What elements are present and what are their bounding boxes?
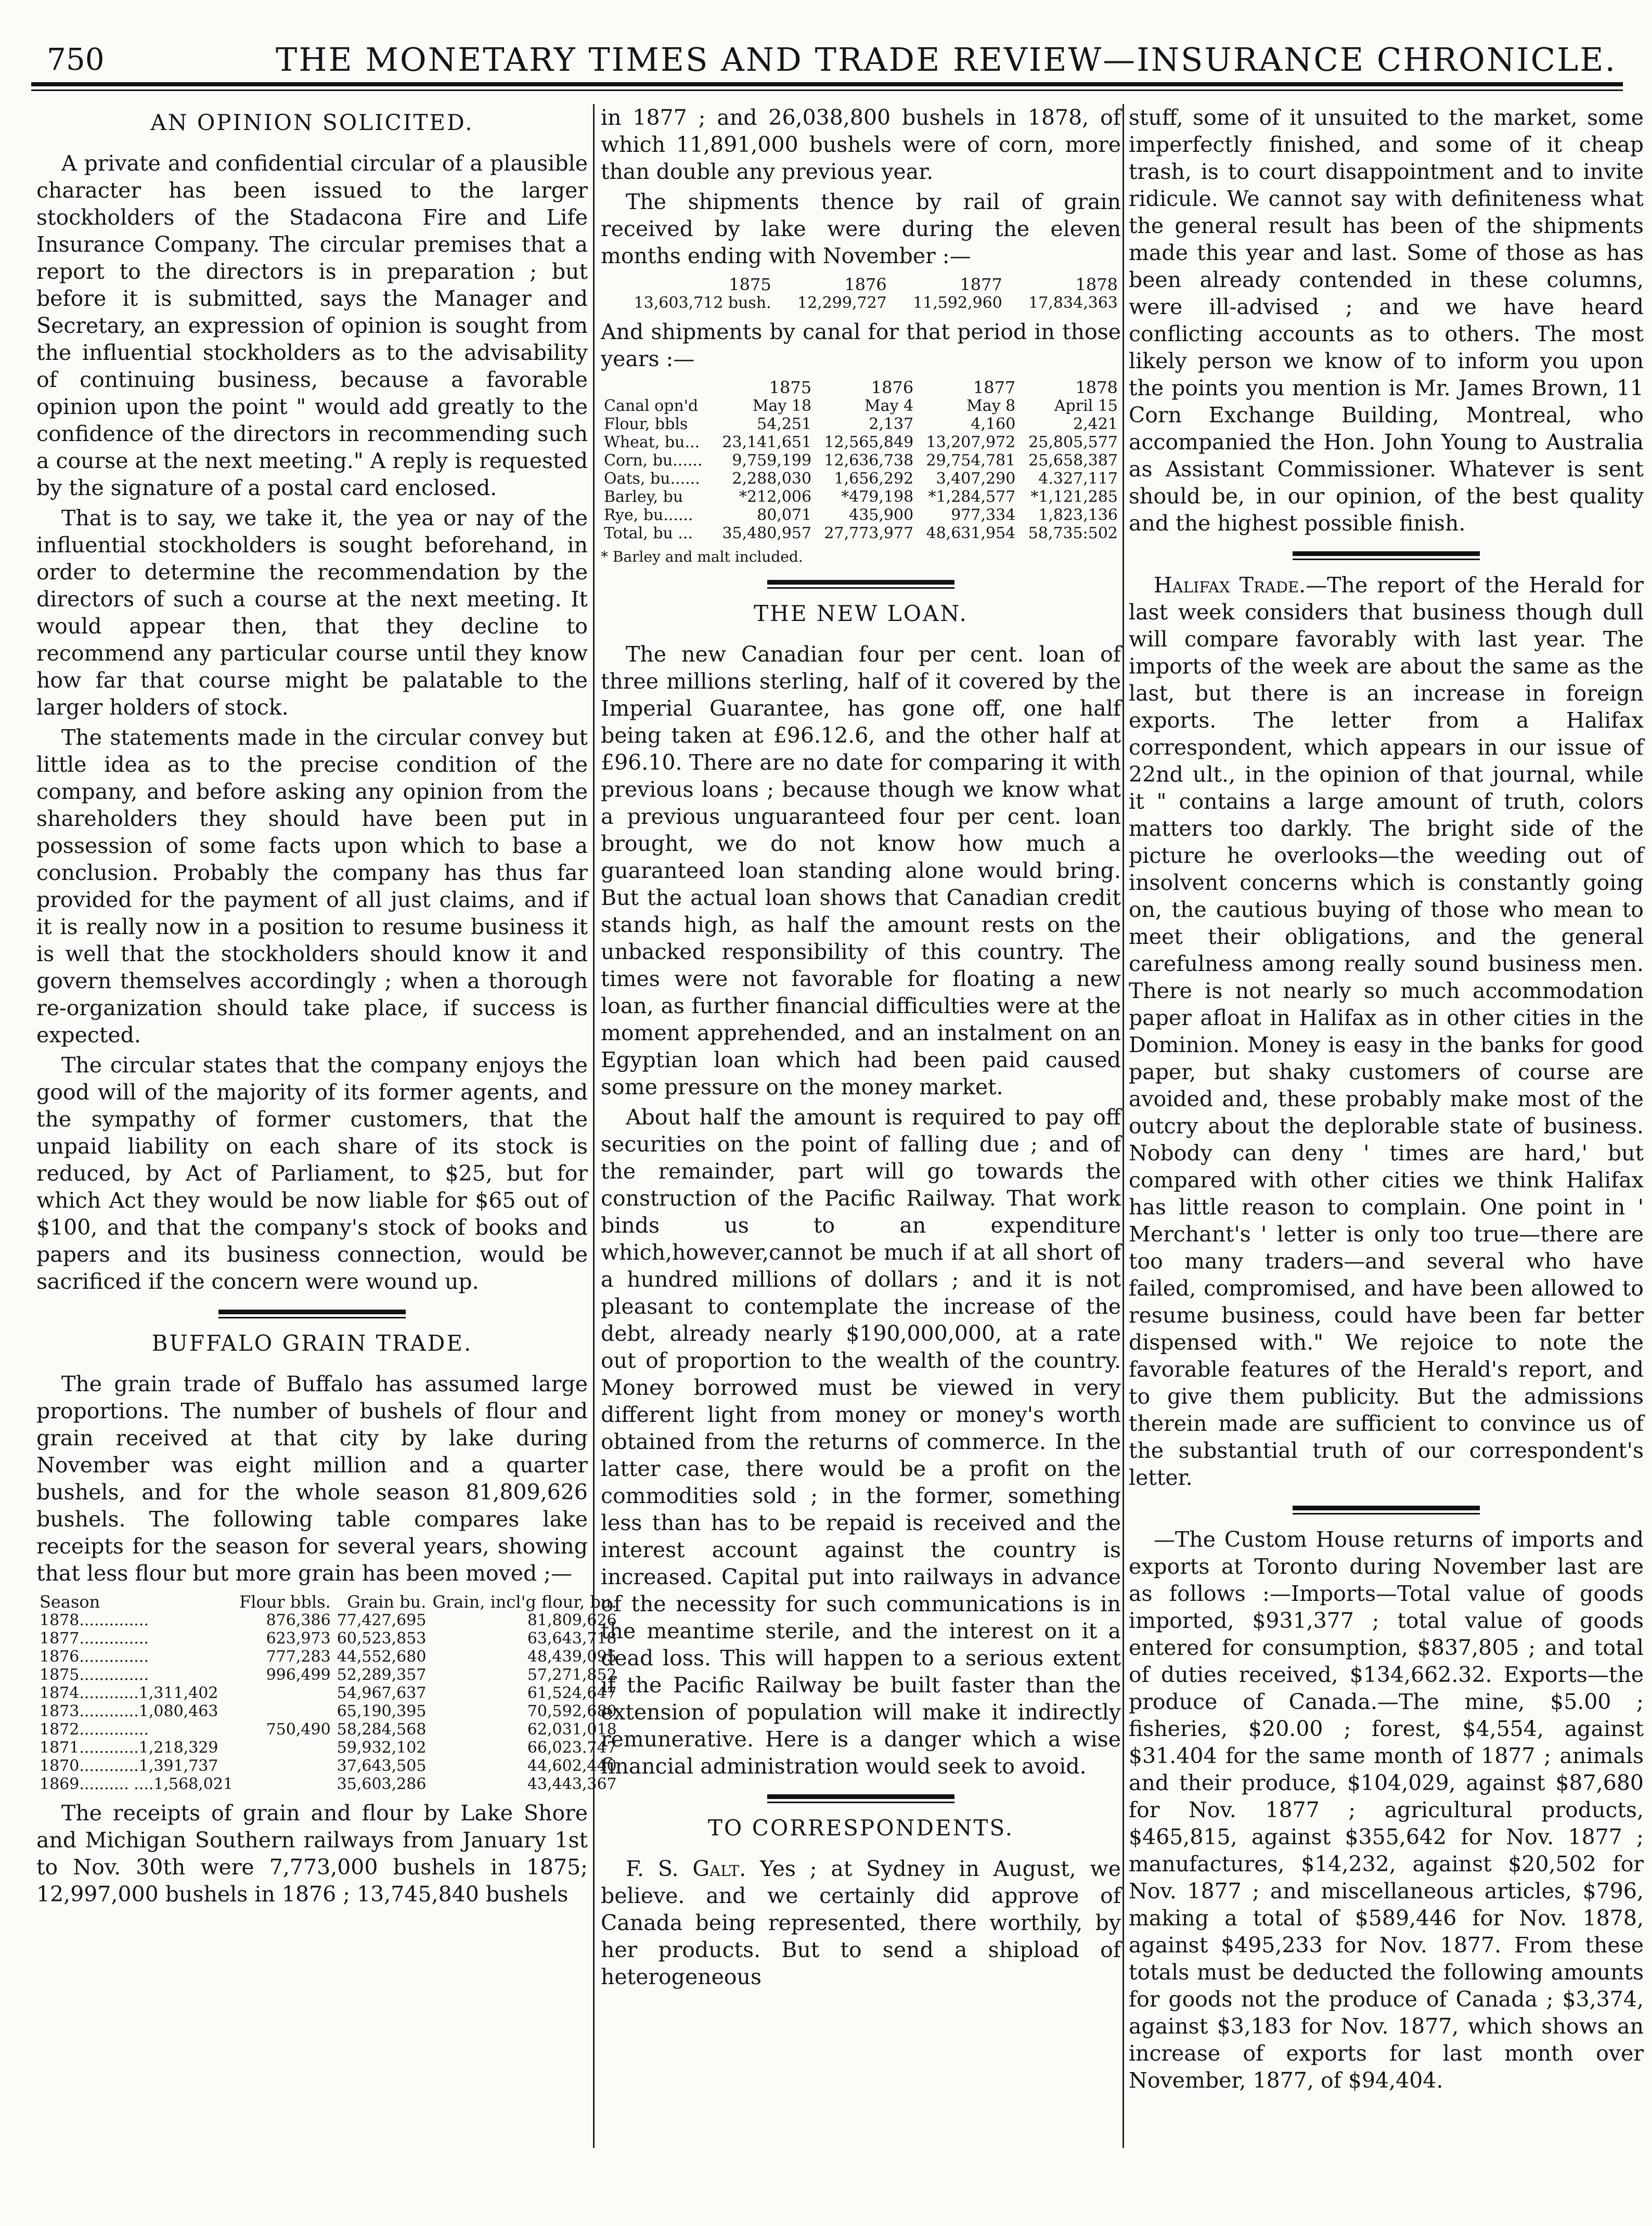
page-title: THE MONETARY TIMES AND TRADE REVIEW—INSURANCE CHRONICLE. bbox=[276, 41, 1617, 79]
table-cell: *1,121,285 bbox=[1030, 488, 1118, 506]
table-cell bbox=[236, 1702, 334, 1720]
paragraph bbox=[1129, 572, 1644, 1491]
table-row bbox=[36, 1684, 620, 1702]
table-cell: 57,271,852 bbox=[527, 1666, 617, 1684]
table-cell: 17,834,363 bbox=[1028, 294, 1118, 312]
column-divider bbox=[593, 104, 595, 2148]
table-cell: 2,421 bbox=[1073, 415, 1118, 433]
table-cell: Barley, bu bbox=[604, 488, 683, 506]
table-cell: 44,552,680 bbox=[337, 1648, 427, 1666]
table-row bbox=[601, 451, 1121, 470]
table-cell: 1,823,136 bbox=[1038, 506, 1118, 524]
table-row bbox=[601, 524, 1121, 542]
table-cell: 1877.............. bbox=[40, 1629, 149, 1648]
table-cell: *479,198 bbox=[841, 488, 914, 506]
table-cell: 1872.............. bbox=[40, 1720, 149, 1739]
table-cell: 35,603,286 bbox=[337, 1775, 427, 1793]
table-cell: 1878.............. bbox=[40, 1611, 149, 1629]
table-row bbox=[36, 1648, 620, 1666]
table-cell: April 15 bbox=[1054, 397, 1118, 415]
table-cell: 777,283 bbox=[266, 1648, 331, 1666]
table-row bbox=[601, 506, 1121, 524]
table-header: 1876 bbox=[871, 378, 914, 397]
paragraph bbox=[601, 1855, 1121, 1990]
table-cell: 23,141,651 bbox=[722, 433, 812, 451]
paragraph: The circular states that the company enjoys the good will of the majority of its former agents, and the sympathy of former customers, that the unpaid liability on each share of its stock is reduced, by Act of Parliament, to $25, but for which Act they would be now liable for $65 out of $100, and that the company's stock of books and papers and its business connection, would be sacrificed if the concern were wound up. bbox=[36, 1053, 588, 1294]
table-row bbox=[36, 1666, 620, 1684]
paragraph: The statements made in the circular convey but little idea as to the precise condition of the company, and before asking any opinion from the shareholders they should have been put in possession of some facts upon which to base a conclusion. Probably the company has thus far provided for the payment of all just claims, and if it is really now in a position to resume business it is well that the stockholders should know it and govern themselves accordingly ; when a thorough re-organization should take place, if success is expected. bbox=[36, 725, 588, 1047]
table-header: Grain bu. bbox=[347, 1592, 427, 1612]
paragraph: The grain trade of Buffalo has assumed large proportions. The number of bushels of flour and grain received at that city by lake during November was eight million and a quarter bushels, and for the whole season 81,809,626 bushels. The following table compares lake receipts for the season for several years, showing that less flour but more grain has been moved ;— bbox=[36, 1371, 588, 1586]
table-cell: 1876.............. bbox=[40, 1648, 149, 1666]
paragraph: A private and confidential circular of a plausible character has been issued to the larger stockholders of the Stadacona Fire and Life Insurance Company. The circular premises that a report to the directors is in preparation ; but before it is submitted, says the Manager and Secretary, an expression of opinion is sought from the influential stockholders as to the advisability of continuing business, because a favorable opinion upon the point " would add greatly to the confidence of the directors in recommending such a course at the next meeting." A reply is requested by the signature of a postal card enclosed. bbox=[36, 151, 588, 500]
table-cell: *1,284,577 bbox=[928, 488, 1016, 506]
table-cell: 996,499 bbox=[266, 1666, 331, 1684]
table-header: Flour bbls. bbox=[239, 1592, 331, 1612]
article-heading: BUFFALO GRAIN TRADE. bbox=[151, 1330, 473, 1356]
table-row bbox=[601, 470, 1121, 488]
table-header: 1877 bbox=[960, 275, 1002, 294]
table-row bbox=[36, 1629, 620, 1648]
table-cell: Flour, bbls bbox=[604, 415, 688, 433]
table-cell: 11,592,960 bbox=[913, 294, 1002, 312]
masthead bbox=[31, 21, 1623, 83]
article-lead: Halifax Trade. bbox=[1154, 573, 1306, 598]
table-cell: 70,592,680 bbox=[527, 1702, 617, 1720]
table-cell: 27,773,977 bbox=[824, 524, 914, 542]
paragraph: And shipments by canal for that period in those years :— bbox=[601, 319, 1121, 371]
table-cell: 1,656,292 bbox=[834, 470, 914, 488]
table-header: 1875 bbox=[769, 378, 812, 397]
table-cell: 81,809,626 bbox=[527, 1611, 617, 1629]
table-row bbox=[36, 1702, 620, 1720]
table-header: 1878 bbox=[1075, 378, 1118, 397]
correspondent-name: F. S. Galt. bbox=[626, 1856, 746, 1881]
table-cell: May 4 bbox=[864, 397, 914, 415]
table-header: 1876 bbox=[844, 275, 887, 294]
table-header: 1877 bbox=[973, 378, 1016, 397]
table-cell: 62,031,018 bbox=[527, 1720, 617, 1739]
table-cell: 750,490 bbox=[266, 1720, 331, 1739]
table-cell bbox=[236, 1757, 334, 1775]
table-cell: 44,602,440 bbox=[527, 1757, 617, 1775]
table-cell: 52,289,357 bbox=[337, 1666, 427, 1684]
paragraph: stuff, some of it unsuited to the market, some imperfectly finished, and some of it cheap trash, is to court disappointment and to invite ridicule. We cannot say with definiteness what the general result has been of the shipments made this year and last. Some of those as has been already contended in these columns, were ill-advised ; and we have heard conflicting accounts as to others. The most likely person we know of to inform you upon the points you mention is Mr. James Brown, 11 Corn Exchange Building, Montreal, who accompanied the Hon. John Young to Australia as Assistant Commissioner. Whatever is sent should be, in our opinion, of the best quality and the highest possible finish. bbox=[1129, 105, 1644, 536]
table-cell: 623,973 bbox=[266, 1629, 331, 1648]
page-number: 750 bbox=[47, 42, 105, 77]
table-cell: 2,288,030 bbox=[732, 470, 812, 488]
column-divider bbox=[1122, 104, 1124, 2148]
table-cell: 60,523,853 bbox=[337, 1629, 427, 1648]
table-cell: 25,658,387 bbox=[1028, 451, 1118, 470]
table-cell: 48,631,954 bbox=[926, 524, 1016, 542]
table-row bbox=[601, 415, 1121, 433]
paragraph: The new Canadian four per cent. loan of three millions sterling, half of it covered by the Imperial Guarantee, has gone off, one half being taken at £96.12.6, and the other half at £96.10. There are no date for comparing it with previous loans ; because though we know what a previous unguaranteed four per cent. loan brought, we do not know how much a guaranteed loan standing alone would bring. But the actual loan shows that Canadian credit stands high, as half the amount rests on the unbacked responsibility of this country. The times were not favorable for floating a new loan, as further financial difficulties were at the moment apprehended, and an instalment on an Egyptian loan which had been paid caused some pressure on the money market. bbox=[601, 642, 1121, 1099]
table-cell: 1871............1,218,329 bbox=[40, 1739, 218, 1757]
paragraph: —The Custom House returns of imports and exports at Toronto during November last are as follows :—Imports—Total value of goods imported, $931,377 ; total value of goods entered for consumption, $837,805 ; and total of duties received, $134,662.32. Exports—the produce of Canada.—The mine, $5.00 ; fisheries, $20.00 ; forest, $4,554, against $31.404 for the same month of 1877 ; animals and their produce, $104,029, against $87,680 for Nov. 1877 ; agricultural products, $465,815, against $355,642 for Nov. 1877 ; manufactures, $14,232, against $20,502 for Nov. 1877 ; and miscellaneous articles, $796, making a total of $589,446 for Nov. 1878, against $495,233 for Nov. 1877. From these totals must be deducted the following amounts for goods not the produce of Canada ; $3,374, against $3,183 for Nov. 1877, which shows an increase of exports for last month over November, 1877, of $94,404. bbox=[1129, 1527, 1644, 2093]
table-cell: 2,137 bbox=[869, 415, 914, 433]
table-cell: 4,160 bbox=[971, 415, 1016, 433]
section-separator bbox=[767, 580, 954, 589]
table-cell: Wheat, bu... bbox=[604, 433, 700, 451]
table-row bbox=[36, 1775, 620, 1793]
table-cell: 12,565,849 bbox=[824, 433, 914, 451]
paragraph: The shipments thence by rail of grain received by lake were during the eleven months ending with November :— bbox=[601, 189, 1121, 268]
table-cell: May 18 bbox=[752, 397, 812, 415]
table-cell: 61,524,647 bbox=[527, 1684, 617, 1702]
table-cell: 54,967,637 bbox=[337, 1684, 427, 1702]
table-cell: 25,805,577 bbox=[1028, 433, 1118, 451]
section-separator bbox=[218, 1310, 406, 1318]
table-cell: 1870............1,391,737 bbox=[40, 1757, 218, 1775]
paragraph: The receipts of grain and flour by Lake Shore and Michigan Southern railways from January 1st to Nov. 30th were 7,773,000 bushels in 1875; 12,997,000 bushels in 1876 ; 13,745,840 bushels bbox=[36, 1801, 588, 1907]
paragraph: About half the amount is required to pay off securities on the point of falling due ; and of the remainder, part will go towards the construction of the Pacific Railway. That work binds us to an expenditure which,however,cannot be much if at all short of a hundred millions of dollars ; and it is not pleasant to contemplate the increase of the debt, already nearly $190,000,000, at a rate out of proportion to the wealth of the country. Money borrowed must be viewed in very different light from money or money's worth obtained from the returns of commerce. In the latter case, there would be a profit on the commodities sold ; in the former, something less than has to be repaid is received and the interest account against the country is increased. Capital put into railways in advance of the necessity for such communications is in the meantime sterile, and the interest on it a dead loss. This will happen to a serious extent if the Pacific Railway be built faster than the extension of population will make it indirectly remunerative. Here is a danger which a wise financial administration would seek to avoid. bbox=[601, 1105, 1121, 1779]
table-cell: 977,334 bbox=[951, 506, 1016, 524]
table-header: Grain, incl'g flour, bu. bbox=[432, 1592, 617, 1612]
table-cell: 3,407,290 bbox=[936, 470, 1016, 488]
buffalo-receipts-table bbox=[36, 1593, 620, 1793]
table-cell: 66,023.747 bbox=[527, 1739, 617, 1757]
table-row bbox=[36, 1739, 620, 1757]
table-cell: 80,071 bbox=[757, 506, 812, 524]
table-cell: 77,427,695 bbox=[337, 1611, 427, 1629]
table-cell: *212,006 bbox=[739, 488, 812, 506]
paragraph: in 1877 ; and 26,038,800 bushels in 1878, of which 11,891,000 bushels were of corn, more than double any previous year. bbox=[601, 105, 1121, 184]
table-cell: 37,643,505 bbox=[337, 1757, 427, 1775]
table-cell: 63,643,718 bbox=[527, 1629, 617, 1648]
table-cell: 58,284,568 bbox=[337, 1720, 427, 1739]
canal-shipments-table bbox=[601, 379, 1121, 542]
table-header: Season bbox=[40, 1592, 100, 1612]
table-cell: 13,603,712 bush. bbox=[634, 294, 771, 312]
table-row bbox=[36, 1720, 620, 1739]
table-footnote: * Barley and malt included. bbox=[601, 548, 803, 565]
column-2 bbox=[601, 104, 1121, 1994]
section-separator bbox=[767, 1794, 954, 1803]
table-cell: Oats, bu...... bbox=[604, 470, 700, 488]
table-cell: Total, bu ... bbox=[604, 524, 693, 542]
table-cell: 1869.......... ....1,568,021 bbox=[40, 1775, 234, 1793]
reply-text: Yes ; at Sydney in August, we believe. and we certainly did approve of Canada being represented, there worthily, by her products. But to send a shipload of heterogeneous bbox=[601, 1856, 1121, 1989]
table-header: 1878 bbox=[1075, 275, 1118, 294]
table-cell: 54,251 bbox=[757, 415, 812, 433]
table-cell: 48,439,095 bbox=[527, 1648, 617, 1666]
table-cell: 4.327,117 bbox=[1038, 470, 1118, 488]
table-cell bbox=[236, 1775, 334, 1793]
table-row bbox=[36, 1611, 620, 1629]
table-cell: 29,754,781 bbox=[926, 451, 1016, 470]
table-row bbox=[36, 1757, 620, 1775]
table-row bbox=[601, 488, 1121, 506]
article-heading: AN OPINION SOLICITED. bbox=[150, 110, 474, 135]
section-separator bbox=[1293, 551, 1480, 560]
table-cell: 1875.............. bbox=[40, 1666, 149, 1684]
article-heading: TO CORRESPONDENTS. bbox=[707, 1815, 1014, 1841]
table-cell: 43,443,367 bbox=[527, 1775, 617, 1793]
paragraph: That is to say, we take it, the yea or nay of the influential stockholders is sought beforehand, in order to determine the recommendation by the directors of such a course at the next meeting. It would appear then, that they decline to recommend any particular course until they know how far that course might be palatable to the larger holders of stock. bbox=[36, 506, 588, 720]
table-cell: Canal opn'd bbox=[604, 397, 699, 415]
table-cell: 876,386 bbox=[266, 1611, 331, 1629]
rail-shipments-table bbox=[601, 276, 1121, 312]
table-cell: Corn, bu...... bbox=[604, 451, 703, 470]
table-header: 1875 bbox=[729, 275, 771, 294]
table-cell: 1874............1,311,402 bbox=[40, 1684, 218, 1702]
table-cell: 12,636,738 bbox=[824, 451, 914, 470]
table-cell: 58,735:502 bbox=[1028, 524, 1118, 542]
table-cell: 12,299,727 bbox=[797, 294, 887, 312]
header-rule bbox=[31, 82, 1623, 86]
table-header bbox=[601, 379, 713, 397]
table-cell: 435,900 bbox=[849, 506, 914, 524]
table-cell: 1873............1,080,463 bbox=[40, 1702, 218, 1720]
table-cell bbox=[236, 1684, 334, 1702]
table-cell: 65,190,395 bbox=[337, 1702, 427, 1720]
article-heading: THE NEW LOAN. bbox=[754, 601, 968, 626]
article-text: —The report of the Herald for last week considers that business though dull will compare favorably with last year. The imports of the week are about the same as the last, but there is an increase in foreign exports. The letter from a Halifax correspondent, which appears in our issue of 22nd ult., in the opinion of that journal, while it " contains a large amount of truth, colors matters too darkly. The bright side of the picture he overlooks—the weeding out of insolvent concerns which is constantly going on, the cautious buying of those who mean to meet their obligations, and the general carefulness among really sound business men. There is not nearly so much accommodation paper afloat in Halifax as in other cities in the Dominion. Money is easy in the banks for good paper, but shaky customers of course are avoided and, these probably make most of the outcry about the deplorable state of business. Nobody can deny ' times are hard,' but compared with other cities we think Halifax has little reason to complain. One point in ' Merchant's ' letter is only too true—there are too many traders—and several who have failed, compromised, and have been allowed to resume business, could have been far better dispensed with." We rejoice to note the favorable features of the Herald's report, and to give them publicity. But the admissions therein made are sufficient to convince us of the substantial truth of our correspondent's letter. bbox=[1129, 573, 1644, 1490]
table-cell: 13,207,972 bbox=[926, 433, 1016, 451]
table-cell: 59,932,102 bbox=[337, 1739, 427, 1757]
table-cell: May 8 bbox=[966, 397, 1016, 415]
table-cell: Rye, bu...... bbox=[604, 506, 693, 524]
table-cell: 35,480,957 bbox=[722, 524, 812, 542]
table-row bbox=[601, 433, 1121, 451]
column-3 bbox=[1129, 104, 1644, 2097]
table-cell: 9,759,199 bbox=[732, 451, 812, 470]
column-1 bbox=[36, 104, 617, 1911]
section-separator bbox=[1293, 1506, 1480, 1515]
header-rule-thin bbox=[31, 89, 1623, 91]
table-cell bbox=[236, 1739, 334, 1757]
